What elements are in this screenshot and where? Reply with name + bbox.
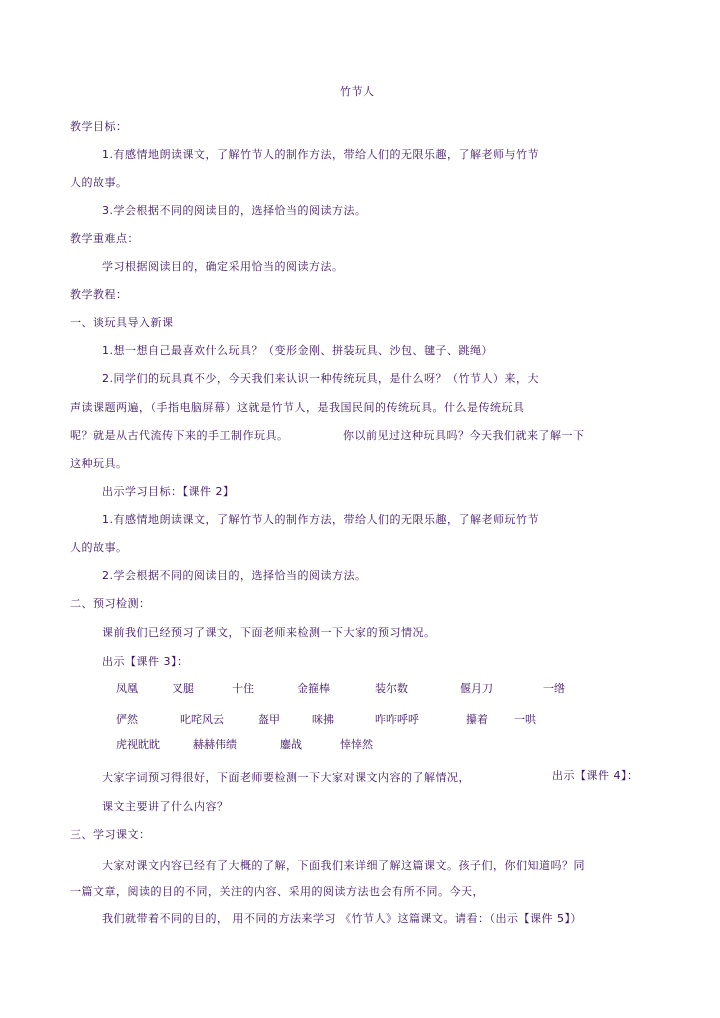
paragraph-line: 课前我们已经预习了课文，下面老师来检测一下大家的预习情况。 xyxy=(102,626,436,639)
vocab-word: 盔甲 xyxy=(258,713,280,726)
paragraph-line: 3.学会根据不同的阅读目的，选择恰当的阅读方法。 xyxy=(102,204,367,217)
paragraph-line: 声读课题两遍，（手指电脑屏幕）这就是竹节人，是我国民间的传统玩具。什么是传统玩具 xyxy=(70,401,525,414)
paragraph-line: 大家字词预习得很好，下面老师要检测一下大家对课文内容的了解情况， xyxy=(102,771,470,784)
paragraph-line: 呢？就是从古代流传下来的手工制作玩具。 xyxy=(70,429,289,442)
vocab-word: 一哄 xyxy=(514,713,536,726)
vocab-word: 偃月刀 xyxy=(460,682,493,695)
paragraph-line: 这种玩具。 xyxy=(70,457,128,470)
vocab-word: 十住 xyxy=(232,682,254,695)
paragraph-line: 出示【课件 4】： xyxy=(552,769,639,782)
vocab-word: 攥着 xyxy=(466,713,488,726)
section-heading: 二、预习检测： xyxy=(70,597,151,610)
vocab-word: 俨然 xyxy=(116,713,138,726)
vocab-word: 悻悻然 xyxy=(340,738,373,751)
vocab-word: 咪拂 xyxy=(312,713,334,726)
section-heading: 教学教程： xyxy=(70,288,128,301)
vocab-word: 装尔数 xyxy=(375,682,408,695)
paragraph-line: 你以前见过这种玩具吗？今天我们就来了解一下 xyxy=(343,429,585,442)
vocab-word: 金箍棒 xyxy=(297,682,330,695)
section-heading: 一、谈玩具导入新课 xyxy=(70,316,174,329)
paragraph-line: 1.想一想自己最喜欢什么玩具？（变形金刚、拼装玩具、沙包、毽子、跳绳） xyxy=(102,344,493,357)
paragraph-line: 人的故事。 xyxy=(70,176,128,189)
vocab-word: 一绺 xyxy=(543,682,565,695)
paragraph-line: 出示【课件 3】： xyxy=(102,655,189,668)
section-heading: 教学重难点： xyxy=(70,232,139,245)
vocab-word: 凤凰 xyxy=(116,682,138,695)
paragraph-line: 一篇文章，阅读的目的不同，关注的内容、采用的阅读方法也会有所不同。今天， xyxy=(70,885,484,898)
paragraph-line: 2.学会根据不同的阅读目的，选择恰当的阅读方法。 xyxy=(102,569,367,582)
vocab-word: 叱咤风云 xyxy=(180,713,224,726)
page-title: 竹节人 xyxy=(340,85,375,98)
vocab-word: 虎视眈眈 xyxy=(116,738,160,751)
paragraph-line: 出示学习目标：【课件 2】 xyxy=(102,485,235,498)
vocab-word: 叉腿 xyxy=(172,682,194,695)
section-heading: 教学目标： xyxy=(70,120,128,133)
paragraph-line: 课文主要讲了什么内容？ xyxy=(102,800,229,813)
vocab-word: 赫赫伟绩 xyxy=(193,738,237,751)
vocab-word: 鏖战 xyxy=(280,738,302,751)
paragraph-line: 学习根据阅读目的，确定采用恰当的阅读方法。 xyxy=(102,260,344,273)
paragraph-line: 人的故事。 xyxy=(70,541,128,554)
paragraph-line: 我们就带着不同的目的， 用不同的方法来学习 《竹节人》这篇课文。请看：（出示【课件 5】） xyxy=(102,912,582,925)
paragraph-line: 1.有感情地朗读课文，了解竹节人的制作方法，带给人们的无限乐趣，了解老师与竹节 xyxy=(102,148,539,161)
paragraph-line: 2.同学们的玩具真不少，今天我们来认识一种传统玩具，是什么呀？（竹节人）来，大 xyxy=(102,372,539,385)
paragraph-line: 大家对课文内容已经有了大概的了解，下面我们来详细了解这篇课文。孩子们，你们知道吗？同 xyxy=(102,859,585,872)
paragraph-line: 1.有感情地朗读课文，了解竹节人的制作方法，带给人们的无限乐趣，了解老师玩竹节 xyxy=(102,513,539,526)
section-heading: 三、学习课文： xyxy=(70,828,151,841)
vocab-word: 咋咋呼呼 xyxy=(375,713,419,726)
